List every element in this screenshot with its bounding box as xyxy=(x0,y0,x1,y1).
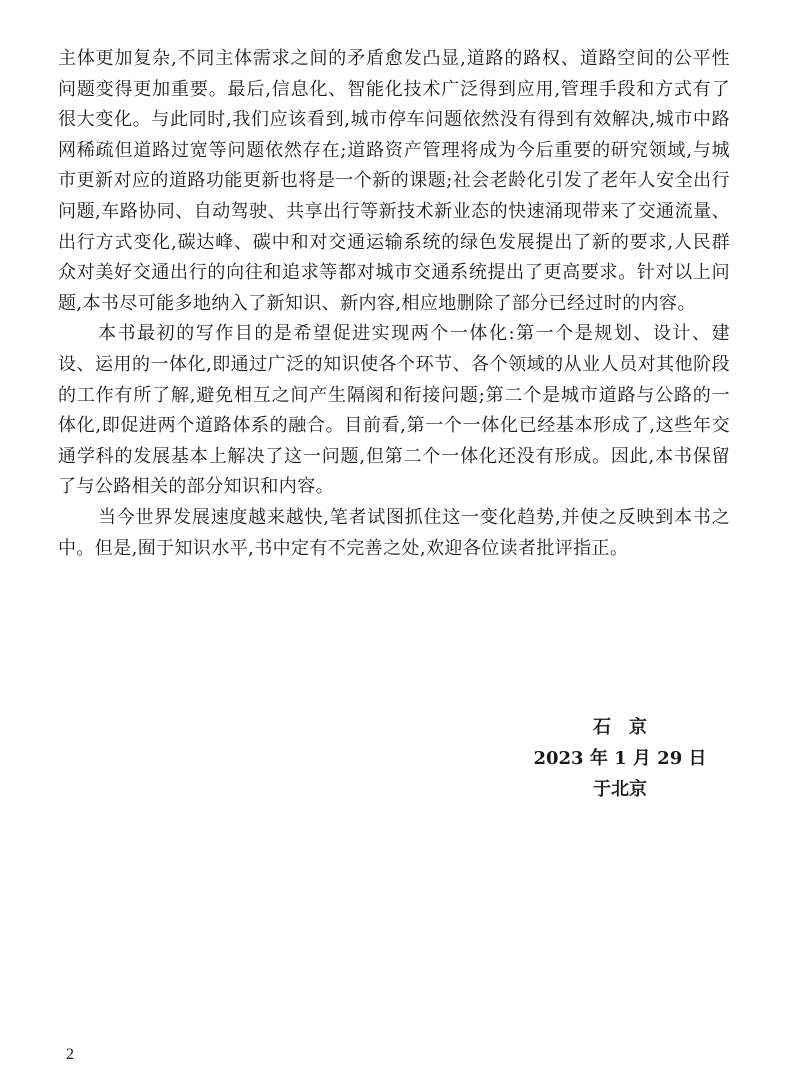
paragraph-3: 当今世界发展速度越来越快,笔者试图抓住这一变化趋势,并使之反映到本书之中。但是,囿于知识水平,书中定有不完善之处,欢迎各位读者批评指正。 xyxy=(58,506,730,559)
paragraph-1: 主体更加复杂,不同主体需求之间的矛盾愈发凸显,道路的路权、道路空间的公平性问题变得更加重要。最后,信息化、智能化技术广泛得到应用,管理手段和方式有了很大变化。与此同时,我们应该看到,城市停车问题依然没有得到有效解决,城市中路网稀疏但道路过宽等问题依然存在;道路资产管理将成为今后重要的研究领域,与城市更新对应的道路功能更新也将是一个新的课题;社会老龄化引发了老年人安全出行问题,车路协同、自动驾驶、共享出行等新技术新业态的快速涌现带来了交通流量、出行方式变化,碳达峰、碳中和对交通运输系统的绿色发展提出了新的要求,人民群众对美好交通出行的向往和追求等都对城市交通系统提出了更高要求。针对以上问题,本书尽可能多地纳入了新知识、新内容,相应地删除了部分已经过时的内容。 xyxy=(58,48,730,314)
paragraph-2: 本书最初的写作目的是希望促进实现两个一体化:第一个是规划、设计、建设、运用的一体化,即通过广泛的知识使各个环节、各个领域的从业人员对其他阶段的工作有所了解,避免相互之间产生隔阂和衔接问题;第二个是城市道路与公路的一体化,即促进两个道路体系的融合。目前看,第一个一体化已经基本形成了,这些年交通学科的发展基本上解决了这一问题,但第二个一体化还没有形成。因此,本书保留了与公路相关的部分知识和内容。 xyxy=(58,323,730,498)
signature-block xyxy=(530,712,710,805)
author-name: 石京 xyxy=(593,717,665,738)
signature-place: 于北京 xyxy=(593,779,647,800)
body-text xyxy=(58,44,730,564)
signature-date: 2023 年 1 月 29 日 xyxy=(533,748,707,769)
page-number: 2 xyxy=(66,1046,74,1063)
